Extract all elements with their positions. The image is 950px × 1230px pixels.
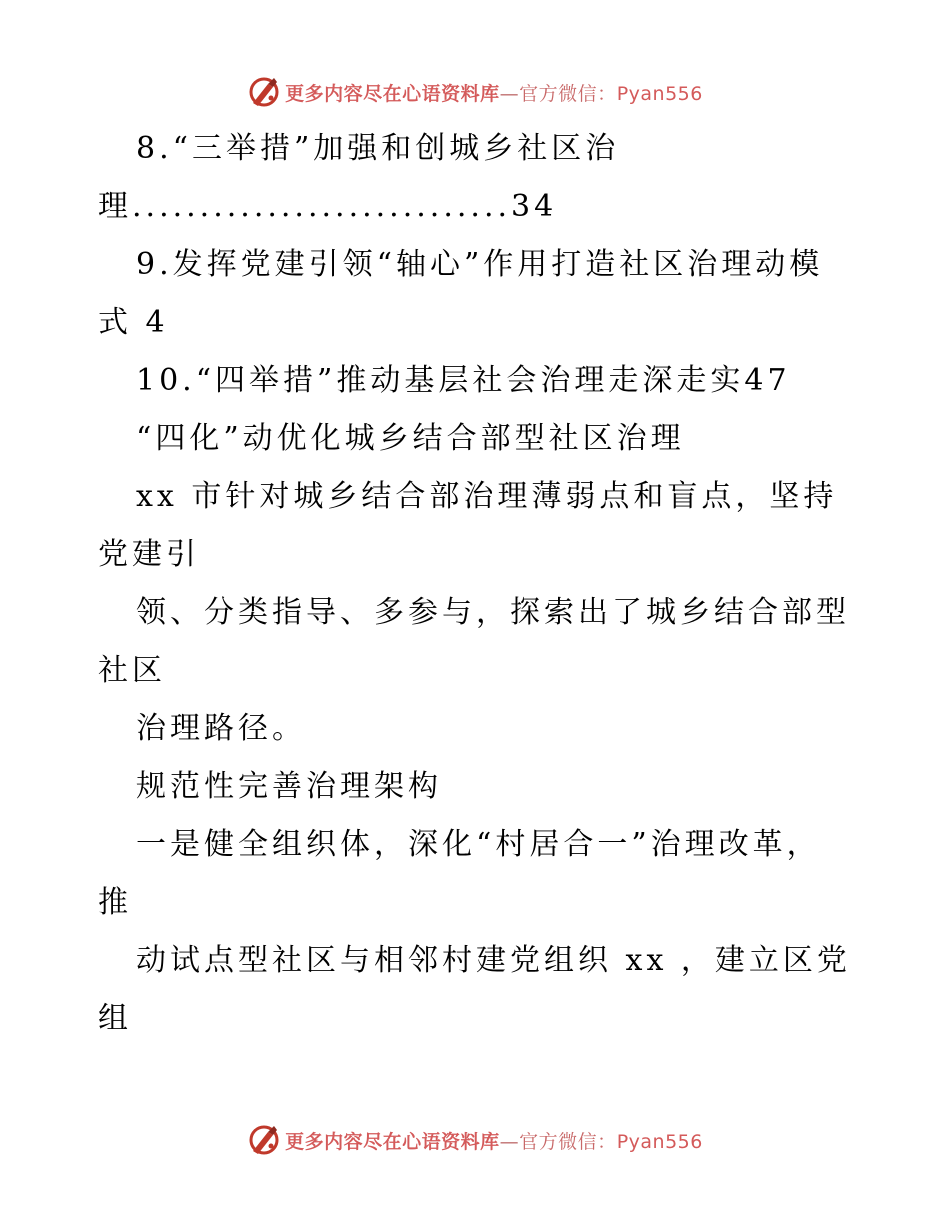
text-line-6: “四化”动优化城乡结合部型社区治理 <box>136 421 685 456</box>
text-line-4: 式 4 <box>98 305 169 340</box>
watermark-main-text: 更多内容尽在心语资料库 <box>285 1130 500 1153</box>
text-line-7: xx 市针对城乡结合部治理薄弱点和盲点，坚持 <box>136 479 838 514</box>
document-body <box>98 120 868 1048</box>
watermark-text <box>285 79 703 106</box>
watermark-wechat-id: Pyan556 <box>616 82 703 105</box>
watermark-separator: — <box>499 1130 520 1153</box>
text-line-1: 8.“三举措”加强和创城乡社区治 <box>136 131 620 166</box>
text-line-10: 社区 <box>98 653 166 688</box>
watermark-wechat-label: 官方微信： <box>519 1130 617 1153</box>
text-line-14: 推 <box>98 885 132 920</box>
text-line-13: 一是健全组织体，深化“村居合一”治理改革， <box>136 827 821 862</box>
text-line-2: 理............................34 <box>98 189 558 224</box>
pen-logo-icon <box>247 75 281 109</box>
text-line-8: 党建引 <box>98 537 200 572</box>
text-line-3: 9.发挥党建引领“轴心”作用打造社区治理动模 <box>136 247 824 282</box>
watermark-main-text: 更多内容尽在心语资料库 <box>285 82 500 105</box>
header-watermark <box>0 72 950 112</box>
text-line-5: 10.“四举措”推动基层社会治理走深走实47 <box>136 363 791 398</box>
text-line-9: 领、分类指导、多参与，探索出了城乡结合部型 <box>136 595 850 630</box>
text-line-12: 规范性完善治理架构 <box>136 769 442 804</box>
text-line-11: 治理路径。 <box>136 711 306 746</box>
footer-watermark <box>0 1120 950 1160</box>
watermark-wechat-label: 官方微信： <box>519 82 617 105</box>
watermark-separator: — <box>499 82 520 105</box>
watermark-wechat-id: Pyan556 <box>616 1130 703 1153</box>
text-line-15: 动试点型社区与相邻村建党组织 xx ，建立区党 <box>136 943 851 978</box>
text-line-16: 组 <box>98 1001 132 1036</box>
pen-logo-icon <box>247 1123 281 1157</box>
watermark-text <box>285 1127 703 1154</box>
